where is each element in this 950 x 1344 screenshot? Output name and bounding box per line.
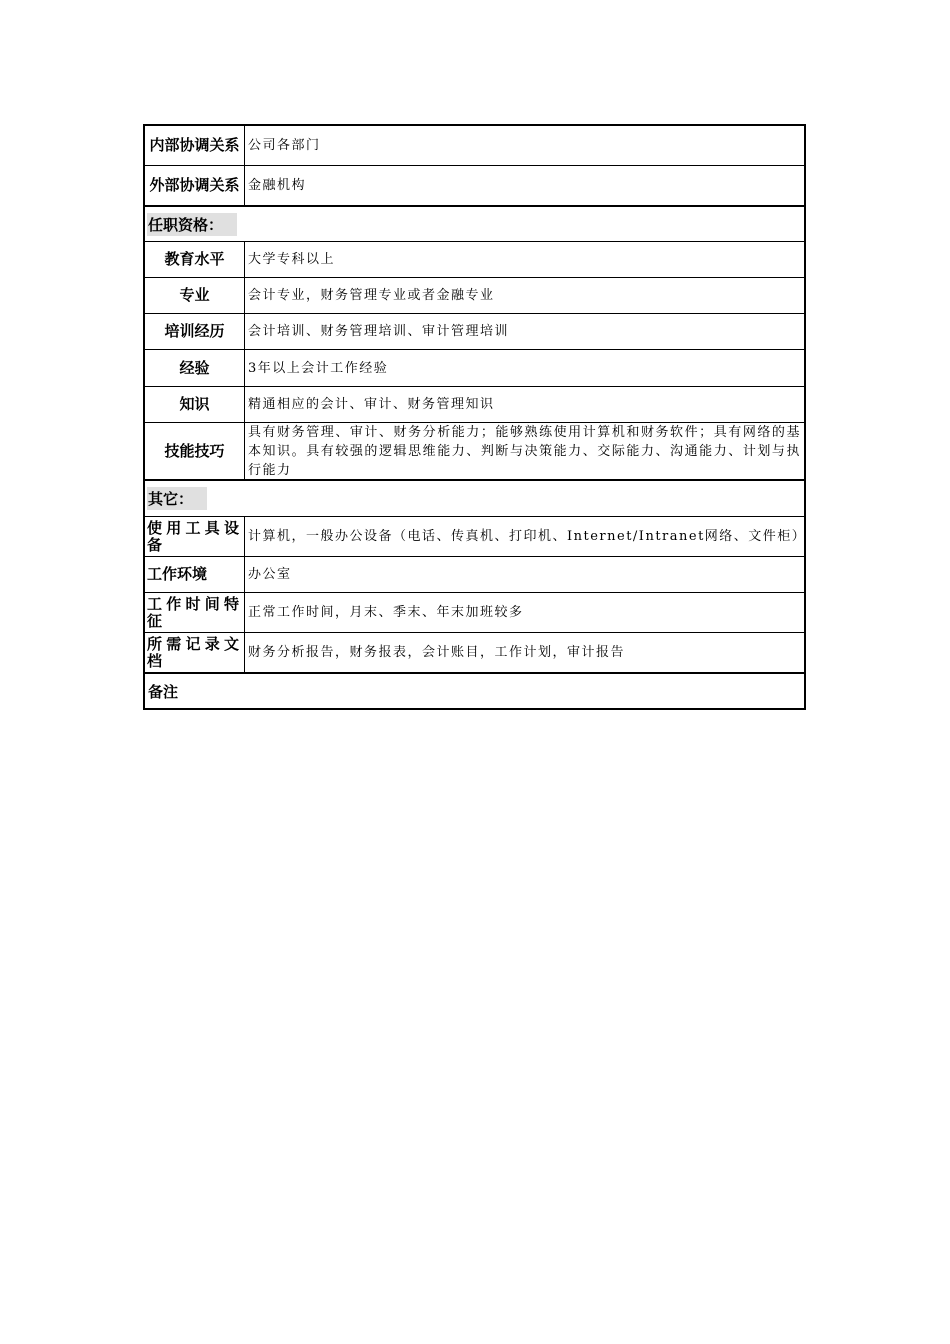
- row-label: 经验: [145, 350, 245, 386]
- row-value: 办公室: [248, 567, 292, 582]
- row-label: 教育水平: [145, 242, 245, 277]
- row-value: 精通相应的会计、审计、财务管理知识: [248, 397, 495, 412]
- row-label: 外部协调关系: [145, 166, 245, 205]
- row-value: 大学专科以上: [248, 252, 336, 267]
- skills-row: [145, 423, 804, 481]
- row-label: 使用工具设备: [145, 517, 245, 556]
- section-title: 备注: [148, 682, 179, 701]
- major-row: [145, 278, 804, 314]
- row-value: 金融机构: [248, 178, 307, 193]
- row-label: 工作环境: [145, 557, 245, 592]
- row-label: 知识: [145, 387, 245, 422]
- row-value: 会计培训、财务管理培训、审计管理培训: [248, 324, 510, 339]
- training-row: [145, 314, 804, 350]
- education-row: [145, 242, 804, 278]
- row-label: 培训经历: [145, 314, 245, 349]
- work-environment-row: [145, 557, 804, 593]
- row-value: 3年以上会计工作经验: [248, 360, 389, 376]
- row-label: 工作时间特征: [145, 593, 245, 632]
- work-hours-row: [145, 593, 804, 633]
- section-title: 任职资格：: [147, 213, 237, 236]
- row-label: 所需记录文档: [145, 633, 245, 672]
- section-header-qualification: [145, 207, 804, 242]
- required-documents-row: [145, 633, 804, 674]
- row-value: 财务分析报告，财务报表，会计账目，工作计划，审计报告: [248, 645, 626, 660]
- knowledge-row: [145, 387, 804, 423]
- experience-row: [145, 350, 804, 387]
- row-label: 内部协调关系: [145, 126, 245, 165]
- row-value: 计算机，一般办公设备（电话、传真机、打印机、Internet/Intranet网络、文件柜）: [248, 529, 807, 544]
- row-value: 会计专业，财务管理专业或者金融专业: [248, 288, 495, 303]
- job-description-table: [143, 124, 806, 710]
- tools-equipment-row: [145, 517, 807, 557]
- section-header-notes: [145, 674, 804, 708]
- row-label: 专业: [145, 278, 245, 313]
- row-value: 正常工作时间，月末、季末、年末加班较多: [248, 605, 524, 620]
- section-title: 其它：: [147, 487, 207, 510]
- row-label: 技能技巧: [145, 423, 245, 479]
- internal-coordination-row: [145, 126, 804, 166]
- row-value: 公司各部门: [248, 138, 321, 153]
- section-header-other: [145, 481, 804, 517]
- external-coordination-row: [145, 166, 804, 207]
- row-value: 具有财务管理、审计、财务分析能力；能够熟练使用计算机和财务软件；具有网络的基本知识。具有较强的逻辑思维能力、判断与决策能力、交际能力、沟通能力、计划与执行能力: [248, 424, 801, 478]
